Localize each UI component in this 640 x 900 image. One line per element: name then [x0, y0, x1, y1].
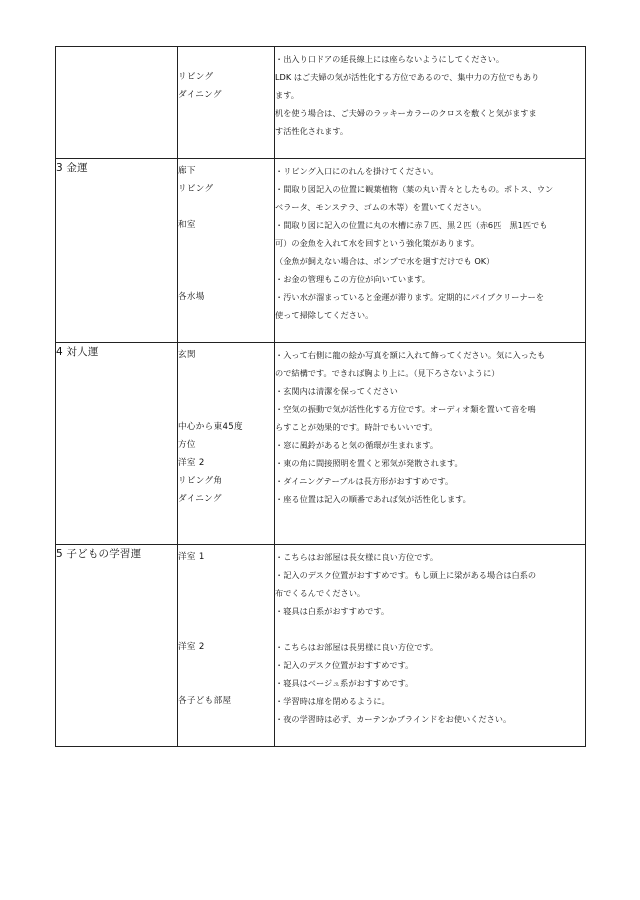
- advice-line: ・出入り口ドアの延長線上には座らないようにしてください。: [275, 54, 505, 64]
- fortune-category: 3 金運: [56, 159, 178, 343]
- location-label: ダイニング: [178, 90, 222, 100]
- location-label: 各子ども部屋: [178, 696, 232, 706]
- location-label: [178, 306, 274, 324]
- location-label: [178, 656, 274, 674]
- advice-line: ・座る位置は記入の順番であれば気が活性化します。: [275, 494, 471, 504]
- advice-line: ・東の角に間接照明を置くと邪気が発散されます。: [275, 458, 463, 468]
- advice-line: [275, 620, 585, 638]
- location-label: [178, 710, 274, 728]
- location-cell: [178, 343, 275, 545]
- advice-line: ので結構です。できれば胸より上に。（見下ろさないように）: [275, 368, 500, 378]
- location-label: [178, 526, 274, 544]
- advice-line: ・汚い水が溜まっていると金運が滞ります。定期的にパイプクリーナーを: [275, 292, 545, 302]
- advice-cell: [275, 545, 586, 747]
- location-label: 廊下: [178, 166, 196, 176]
- location-label: [178, 198, 274, 216]
- location-label: 洋室 2: [178, 458, 205, 468]
- advice-line: [275, 728, 585, 746]
- advice-line: ・玄関内は清潔を保ってください: [275, 386, 398, 396]
- location-label: [178, 674, 274, 692]
- location-label: 洋室 1: [178, 552, 205, 562]
- location-label: [178, 508, 274, 526]
- fortune-row: [56, 47, 586, 159]
- advice-line: （金魚が飼えない場合は、ポンプで水を廻すだけでも OK）: [275, 256, 495, 266]
- fortune-table: [55, 46, 586, 747]
- advice-line: ・間取り図に記入の位置に丸の水槽に赤７匹、黒２匹（赤6匹 黒1匹でも: [275, 220, 548, 230]
- advice-line: ・窓に風鈴があると気の循環が生まれます。: [275, 440, 439, 450]
- location-label: 玄関: [178, 350, 196, 360]
- location-label: [178, 382, 274, 400]
- location-label: 各水場: [178, 292, 205, 302]
- advice-line: ・お金の管理もこの方位が向いています。: [275, 274, 430, 284]
- advice-line: ・こちらはお部屋は長男様に良い方位です。: [275, 642, 439, 652]
- location-label: [178, 324, 274, 342]
- location-label: [178, 252, 274, 270]
- advice-line: す活性化されます。: [275, 126, 349, 136]
- fortune-category: 5 子どもの学習運: [56, 545, 178, 747]
- location-label: [178, 620, 274, 638]
- advice-cell: [275, 47, 586, 159]
- advice-line: ・寝具は白系がおすすめです。: [275, 606, 390, 616]
- advice-line: ・間取り図記入の位置に観葉植物（葉の丸い青々としたもの。ポトス、ウン: [275, 184, 554, 194]
- advice-cell: [275, 343, 586, 545]
- advice-line: ・記入のデスク位置がおすすめです。もし頭上に梁がある場合は白系の: [275, 570, 537, 580]
- advice-line: ・学習時は扉を閉めるように。: [275, 696, 390, 706]
- location-label: 洋室 2: [178, 642, 205, 652]
- advice-line: らすことが効果的です。時計でもいいです。: [275, 422, 438, 432]
- fortune-row: [56, 159, 586, 343]
- advice-line: LDK はご夫婦の気が活性化する方位であるので、集中力の方位でもあり: [275, 72, 540, 82]
- location-label: リビング: [178, 72, 214, 82]
- advice-line: ・ダイニングテーブルは長方形がおすすめです。: [275, 476, 454, 486]
- advice-line: ・リビング入口にのれんを掛けてください。: [275, 166, 439, 176]
- location-label: [178, 400, 274, 418]
- location-label: [178, 234, 274, 252]
- location-label: リビング角: [178, 476, 223, 486]
- location-label: リビング: [178, 184, 214, 194]
- advice-line: ・こちらはお部屋は長女様に良い方位です。: [275, 552, 439, 562]
- advice-line: 使って掃除してください。: [275, 310, 374, 320]
- advice-cell: [275, 159, 586, 343]
- location-label: [178, 104, 274, 122]
- advice-line: ・入って右側に龍の絵か写真を額に入れて飾ってください。気に入ったも: [275, 350, 546, 360]
- location-label: [178, 584, 274, 602]
- advice-line: 机を使う場合は、ご夫婦のラッキーカラーのクロスを敷くと気がますま: [275, 108, 537, 118]
- advice-line: [275, 324, 585, 342]
- advice-line: 可）の金魚を入れて水を回すという強化策があります。: [275, 238, 480, 248]
- location-label: [178, 270, 274, 288]
- location-label: [178, 122, 274, 140]
- location-label: 中心から東45度: [178, 422, 243, 432]
- location-label: [178, 602, 274, 620]
- fortune-category: 4 対人運: [56, 343, 178, 545]
- location-cell: [178, 545, 275, 747]
- location-label: [178, 140, 274, 158]
- advice-line: [275, 140, 585, 158]
- advice-line: ・夜の学習時は必ず、カーテンかブラインドをお使いください。: [275, 714, 512, 724]
- location-label: 和室: [178, 220, 196, 230]
- fortune-category: [56, 47, 178, 159]
- fortune-row: [56, 343, 586, 545]
- location-label: ダイニング: [178, 494, 222, 504]
- advice-line: ・記入のデスク位置がおすすめです。: [275, 660, 414, 670]
- location-label: 方位: [178, 440, 196, 450]
- advice-line: ベラータ、モンステラ、ゴムの木等）を置いてください。: [275, 202, 487, 212]
- advice-line: ます。: [275, 90, 299, 100]
- location-label: [178, 364, 274, 382]
- advice-line: 布でくるんでください。: [275, 588, 366, 598]
- fortune-row: [56, 545, 586, 747]
- location-label: [178, 50, 274, 68]
- advice-line: ・空気の振動で気が活性化する方位です。オーディオ類を置いて音を鳴: [275, 404, 536, 414]
- advice-line: ・寝具はベージュ系がおすすめです。: [275, 678, 414, 688]
- advice-line: [275, 508, 585, 526]
- advice-line: [275, 526, 585, 544]
- location-label: [178, 566, 274, 584]
- fortune-table-body: [56, 47, 586, 747]
- location-cell: [178, 47, 275, 159]
- location-cell: [178, 159, 275, 343]
- location-label: [178, 728, 274, 746]
